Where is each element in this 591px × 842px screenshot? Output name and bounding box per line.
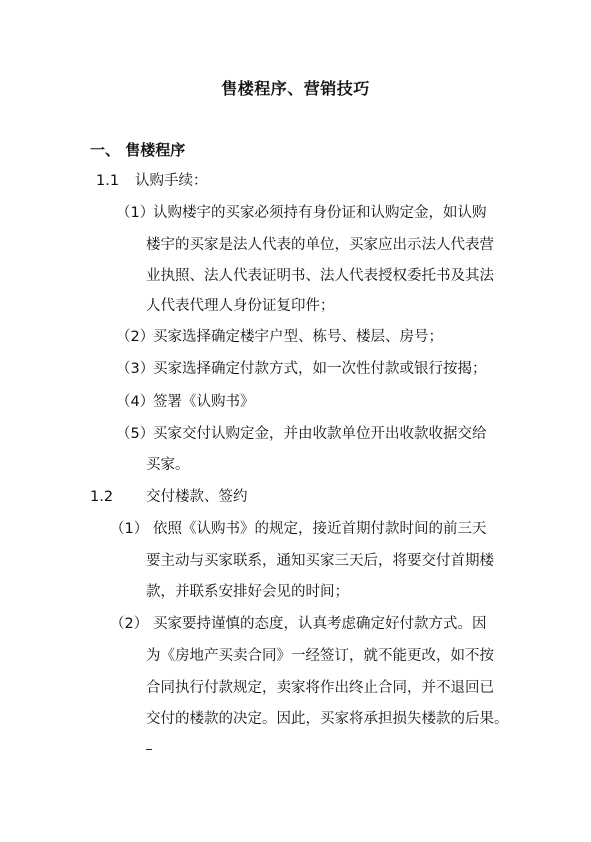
paragraph-line: 为《房地产买卖合同》一经签订，就不能更改，如不按: [146, 648, 494, 664]
section-heading: 一、 售楼程序: [90, 141, 186, 159]
paragraph-line: 交付的楼款的决定。因此，买家将承担损失楼款的后果。: [146, 711, 509, 727]
paragraph-line: 买家交付认购定金，并由收款单位开出收款收据交给: [153, 426, 487, 442]
paragraph-line: 楼宇的买家是法人代表的单位，买家应出示法人代表营: [146, 237, 494, 253]
paragraph-line: 签署《认购书》: [153, 394, 255, 410]
paragraph-line: 人代表代理人身份证复印件；: [146, 298, 335, 314]
paragraph-line: 款，并联系安排好会见的时间；: [146, 584, 349, 600]
list-marker: （5）: [116, 426, 155, 442]
paragraph-line: 买家。: [146, 457, 190, 473]
paragraph-line: 合同执行付款规定，卖家将作出终止合同，并不退回已: [146, 680, 494, 696]
subsection-number: 1.1: [96, 173, 120, 189]
paragraph-line: 买家选择确定楼宇户型、栋号、楼层、房号；: [153, 329, 443, 345]
document-title: 售楼程序、营销技巧: [221, 79, 370, 98]
paragraph-line: 认购楼宇的买家必须持有身份证和认购定金，如认购: [153, 205, 487, 221]
paragraph-line: 买家要持谨慎的态度，认真考虑确定好付款方式。因: [153, 616, 487, 632]
subsection-label: 认购手续：: [135, 173, 208, 189]
list-marker: （1）: [116, 205, 155, 221]
list-marker: （2）: [116, 329, 155, 345]
paragraph-line: 依照《认购书》的规定，接近首期付款时间的前三天: [153, 521, 487, 537]
list-marker: （3）: [116, 361, 155, 377]
stray-dash-mark: [146, 749, 152, 750]
list-marker: （4）: [116, 394, 155, 410]
subsection-label: 交付楼款、签约: [146, 489, 248, 505]
list-marker: （1）: [110, 521, 149, 537]
subsection-number: 1.2: [90, 489, 114, 505]
paragraph-line: 买家选择确定付款方式，如一次性付款或银行按揭；: [153, 361, 487, 377]
list-marker: （2）: [110, 616, 149, 632]
paragraph-line: 业执照、法人代表证明书、法人代表授权委托书及其法: [146, 268, 494, 284]
paragraph-line: 要主动与买家联系，通知买家三天后，将要交付首期楼: [146, 553, 494, 569]
